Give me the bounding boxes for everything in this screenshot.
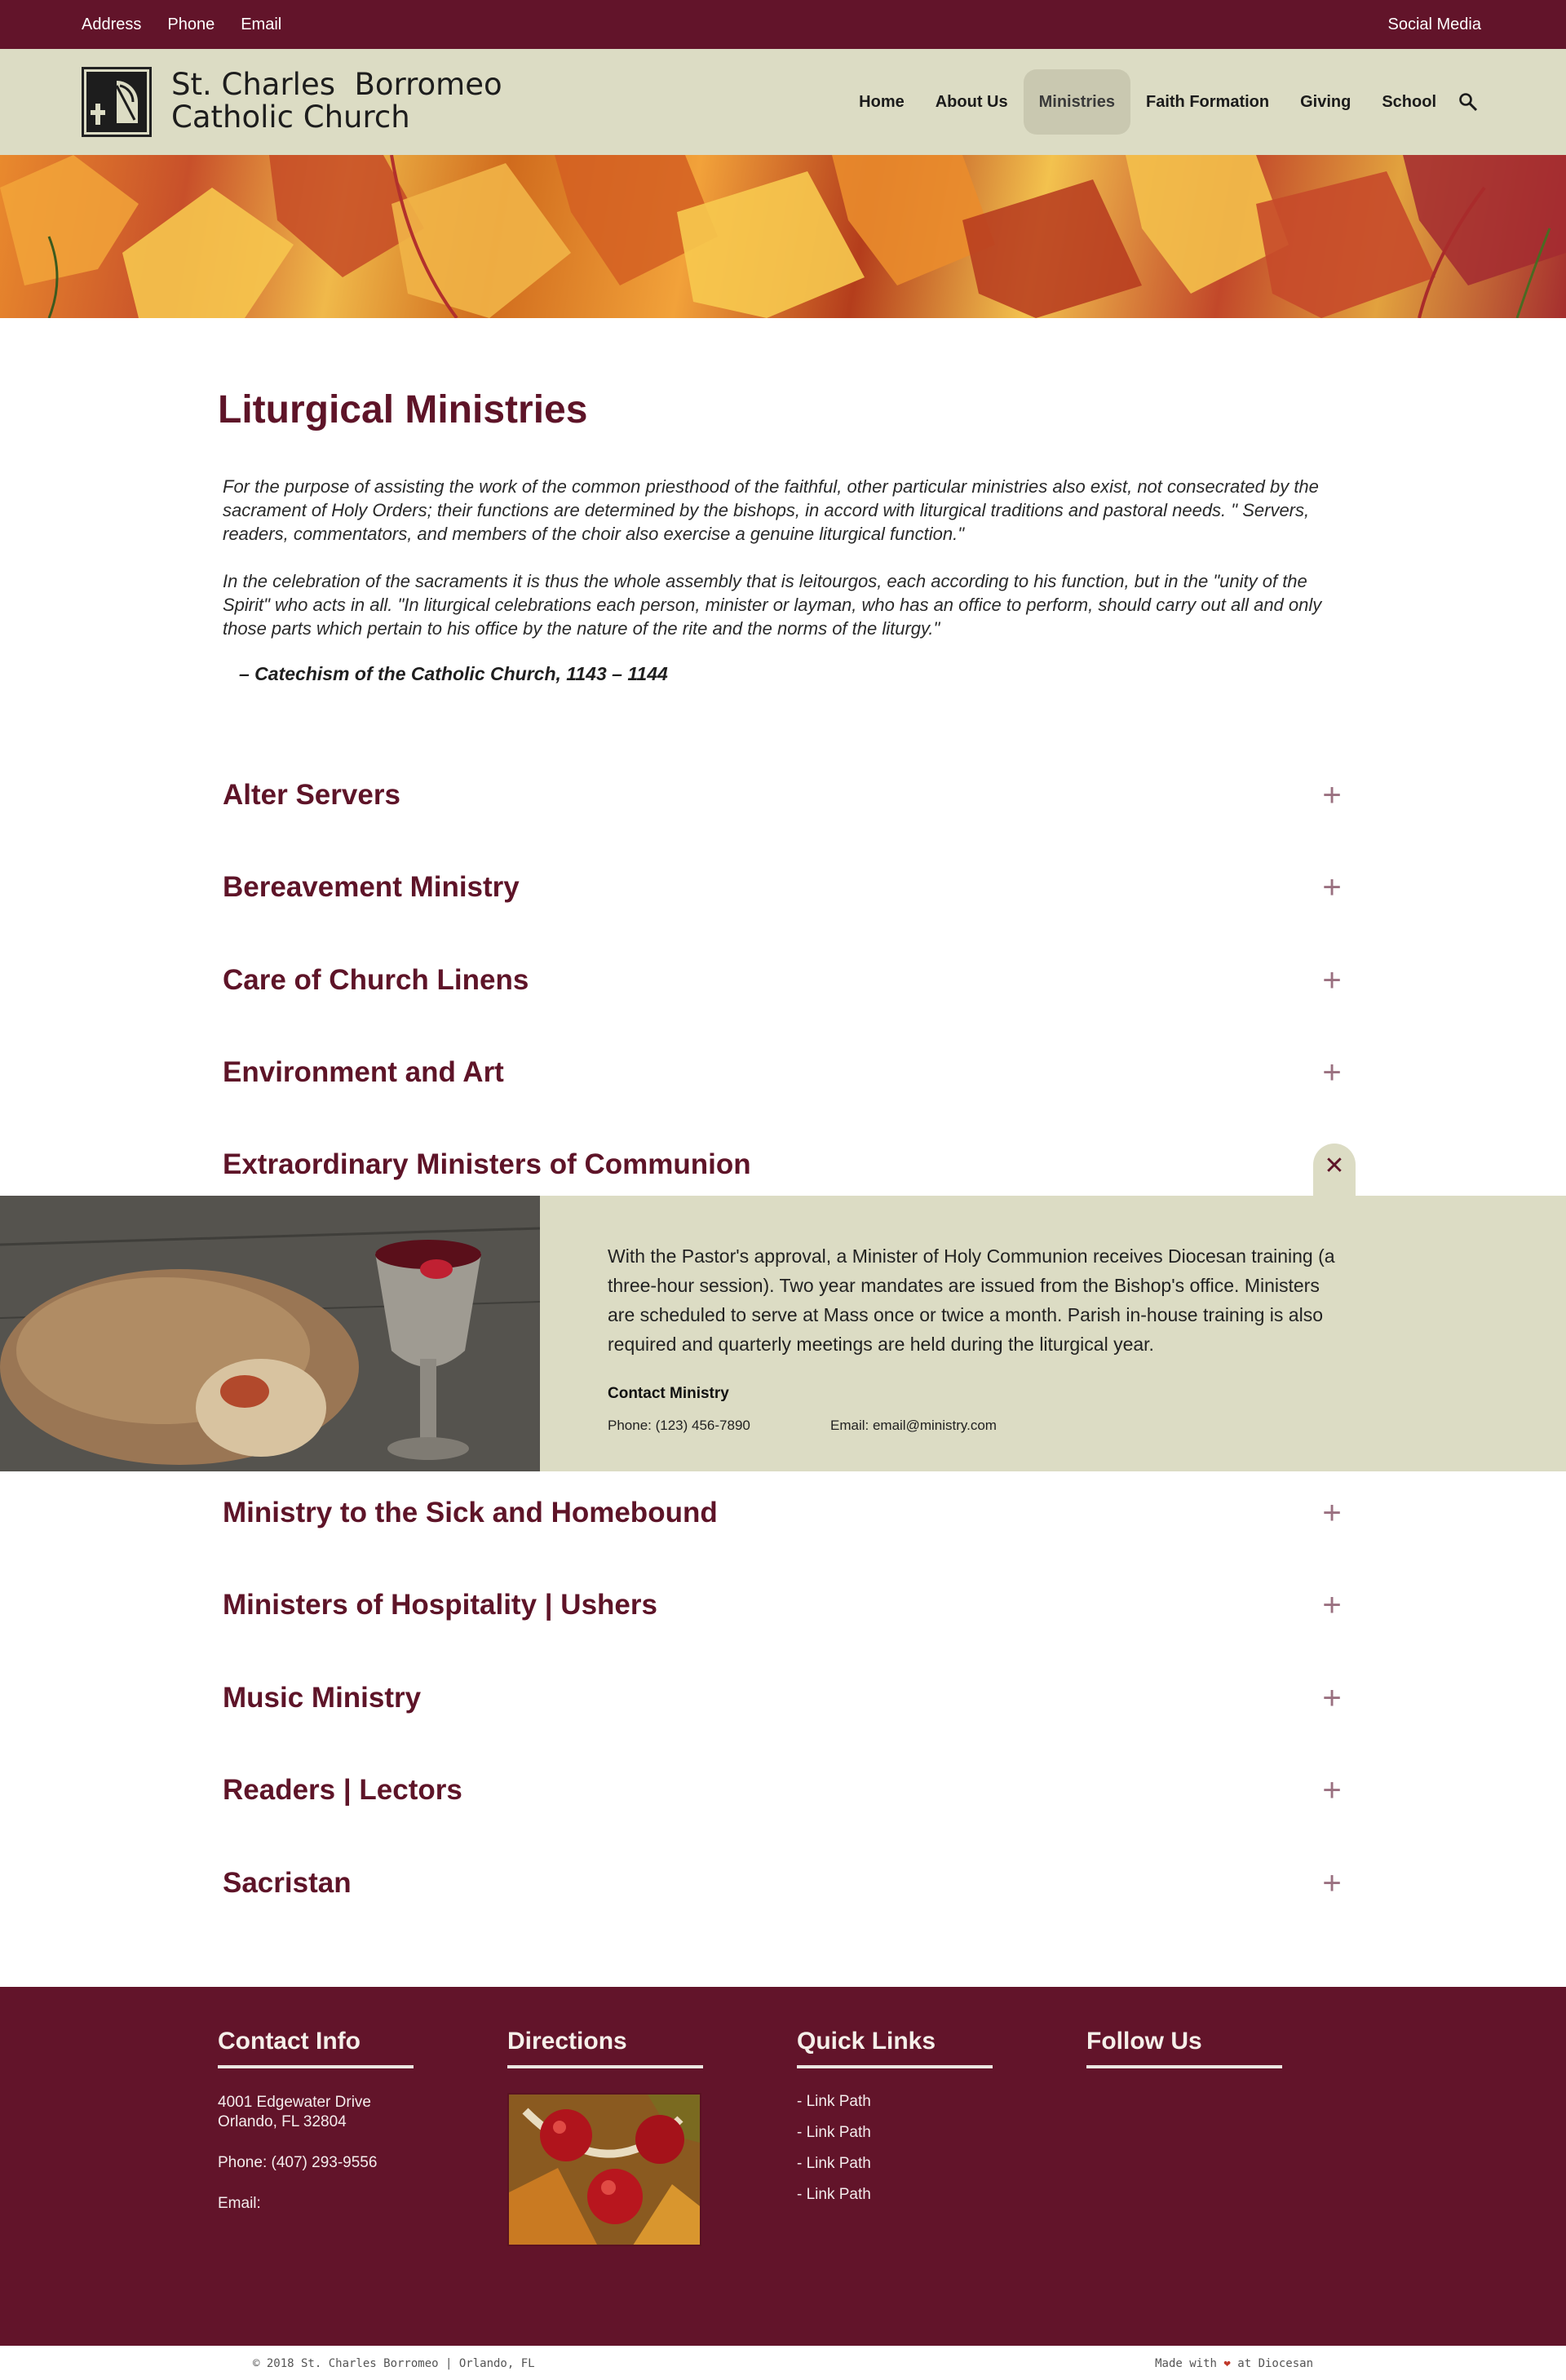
accordion-environment-and-art[interactable]	[223, 1048, 1348, 1097]
hero-leaves-image	[0, 155, 1566, 318]
footer-quicklinks-title: Quick Links	[797, 2028, 993, 2068]
footer-contact-title: Contact Info	[218, 2028, 414, 2068]
quote-citation: – Catechism of the Catholic Church, 1143 – 1144	[239, 663, 668, 684]
accordion-title: Ministers of Hospitality | Ushers	[223, 1589, 657, 1621]
footer-phone[interactable]: Phone: (407) 293-9556	[218, 2154, 378, 2171]
accordion-bereavement-ministry[interactable]	[223, 863, 1348, 912]
ministry-phone[interactable]: Phone: (123) 456-7890	[608, 1418, 750, 1433]
made-with-credit[interactable]	[1155, 2357, 1313, 2370]
accordion-care-of-church-linens[interactable]	[223, 956, 1348, 1005]
footer-follow-us	[1086, 2028, 1282, 2093]
accordion-ministers-of-hospitality[interactable]	[223, 1581, 1348, 1630]
nav-giving[interactable]: Giving	[1300, 92, 1351, 111]
plus-icon[interactable]: +	[1322, 1055, 1342, 1090]
accordion-title: Extraordinary Ministers of Communion	[223, 1148, 751, 1180]
brand-line-2: Catholic Church	[171, 100, 410, 135]
plus-icon[interactable]: +	[1322, 1495, 1342, 1531]
footer-address-line-1: 4001 Edgewater Drive	[218, 2094, 371, 2111]
footer-directions-title: Directions	[507, 2028, 703, 2068]
plus-icon[interactable]: +	[1322, 1772, 1342, 1808]
accordion-title: Alter Servers	[223, 779, 400, 811]
close-icon[interactable]: ✕	[1313, 1144, 1356, 1197]
catechism-quote	[223, 475, 1332, 664]
nav-home[interactable]: Home	[859, 92, 905, 111]
accordion-title: Care of Church Linens	[223, 964, 529, 996]
footer-link[interactable]: - Link Path	[797, 2093, 871, 2110]
site-brand[interactable]	[171, 69, 502, 134]
accordion-readers-lectors[interactable]	[223, 1766, 1348, 1815]
footer-directions	[507, 2028, 703, 2246]
accordion-music-ministry[interactable]	[223, 1674, 1348, 1723]
accordion-alter-servers[interactable]	[223, 771, 1348, 820]
page-title: Liturgical Ministries	[218, 388, 588, 431]
footer-contact-info	[218, 2028, 414, 2214]
nav-school[interactable]: School	[1382, 92, 1436, 111]
accordion-title: Music Ministry	[223, 1682, 422, 1714]
footer-link[interactable]: - Link Path	[797, 2155, 871, 2172]
heart-icon: ❤	[1223, 2357, 1231, 2370]
plus-icon[interactable]: +	[1322, 1865, 1342, 1901]
site-footer	[0, 1987, 1566, 2346]
nav-about-us[interactable]: About Us	[935, 92, 1008, 111]
phone-link[interactable]: Phone	[167, 15, 215, 33]
plus-icon[interactable]: +	[1322, 777, 1342, 813]
expanded-ministry-panel	[0, 1196, 1566, 1471]
quote-paragraph-2: In the celebration of the sacraments it is thus the whole assembly that is leitourgos, each according to his function, but in the "unity of the Spirit" who acts in all. "In liturgical celebrations each person, minister or layman, who has an office to perform, should carry out all and only those parts which pertain to his office by the nature of the rite and the norms of the liturgy."	[223, 571, 1322, 639]
address-link[interactable]: Address	[82, 15, 142, 33]
accordion-ministry-to-the-sick[interactable]	[223, 1489, 1348, 1537]
plus-icon[interactable]: +	[1322, 869, 1342, 905]
social-media-link-wrap	[1387, 0, 1481, 49]
footer-link[interactable]: - Link Path	[797, 2124, 871, 2141]
made-with-suffix: at Diocesan	[1237, 2357, 1313, 2370]
search-icon[interactable]	[1452, 69, 1484, 135]
accordion-title: Bereavement Ministry	[223, 871, 520, 903]
ministry-description: With the Pastor's approval, a Minister of Holy Communion receives Diocesan training (a three-hour session). Two year mandates are issued from the Bishop's office. Ministers are scheduled to serve at Mass once or twice a month. Parish in-house training is also required and quarterly meetings are held during the liturgical year.	[608, 1245, 1335, 1355]
church-logo-icon[interactable]	[82, 67, 152, 137]
footer-email[interactable]: Email:	[218, 2195, 261, 2212]
email-link[interactable]: Email	[241, 15, 282, 33]
accordion-sacristan[interactable]	[223, 1859, 1348, 1908]
footer-link[interactable]: - Link Path	[797, 2186, 871, 2203]
nav-faith-formation[interactable]: Faith Formation	[1145, 92, 1270, 111]
quote-paragraph-1: For the purpose of assisting the work of the common priesthood of the faithful, other particular ministries also exist, not consecrated by the sacrament of Holy Orders; their functions are determined by the bishops, in accord with liturgical traditions and pastoral needs. " Servers, readers, commentators, and members of the choir also exercise a genuine liturgical function."	[223, 476, 1319, 544]
accordion-title: Readers | Lectors	[223, 1774, 462, 1806]
footer-follow-title: Follow Us	[1086, 2028, 1282, 2068]
ministry-email[interactable]: Email: email@ministry.com	[830, 1418, 997, 1433]
accordion-title: Sacristan	[223, 1867, 352, 1899]
plus-icon[interactable]: +	[1322, 1680, 1342, 1716]
contact-ministry-label: Contact Ministry	[608, 1385, 729, 1402]
footer-quick-links	[797, 2028, 993, 2210]
bread-and-chalice-image	[0, 1196, 540, 1471]
plus-icon[interactable]: +	[1322, 1587, 1342, 1623]
site-header	[0, 49, 1566, 155]
copyright-text: © 2018 St. Charles Borromeo | Orlando, FL	[253, 2357, 535, 2370]
top-contact-links	[82, 0, 281, 49]
footer-address-line-2: Orlando, FL 32804	[218, 2113, 347, 2130]
made-with-prefix: Made with	[1155, 2357, 1217, 2370]
nav-ministries[interactable]: Ministries	[1024, 69, 1130, 135]
accordion-title: Environment and Art	[223, 1056, 504, 1088]
bottom-bar	[0, 2346, 1566, 2380]
accordion-extraordinary-ministers[interactable]	[223, 1140, 1299, 1189]
social-media-link[interactable]: Social Media	[1387, 15, 1481, 33]
main-nav	[843, 69, 1484, 135]
plus-icon[interactable]: +	[1322, 962, 1342, 998]
brand-line-1: St. Charles Borromeo	[171, 67, 502, 102]
accordion-title: Ministry to the Sick and Homebound	[223, 1497, 718, 1528]
directions-apples-image[interactable]	[507, 2093, 701, 2246]
top-bar	[0, 0, 1566, 49]
